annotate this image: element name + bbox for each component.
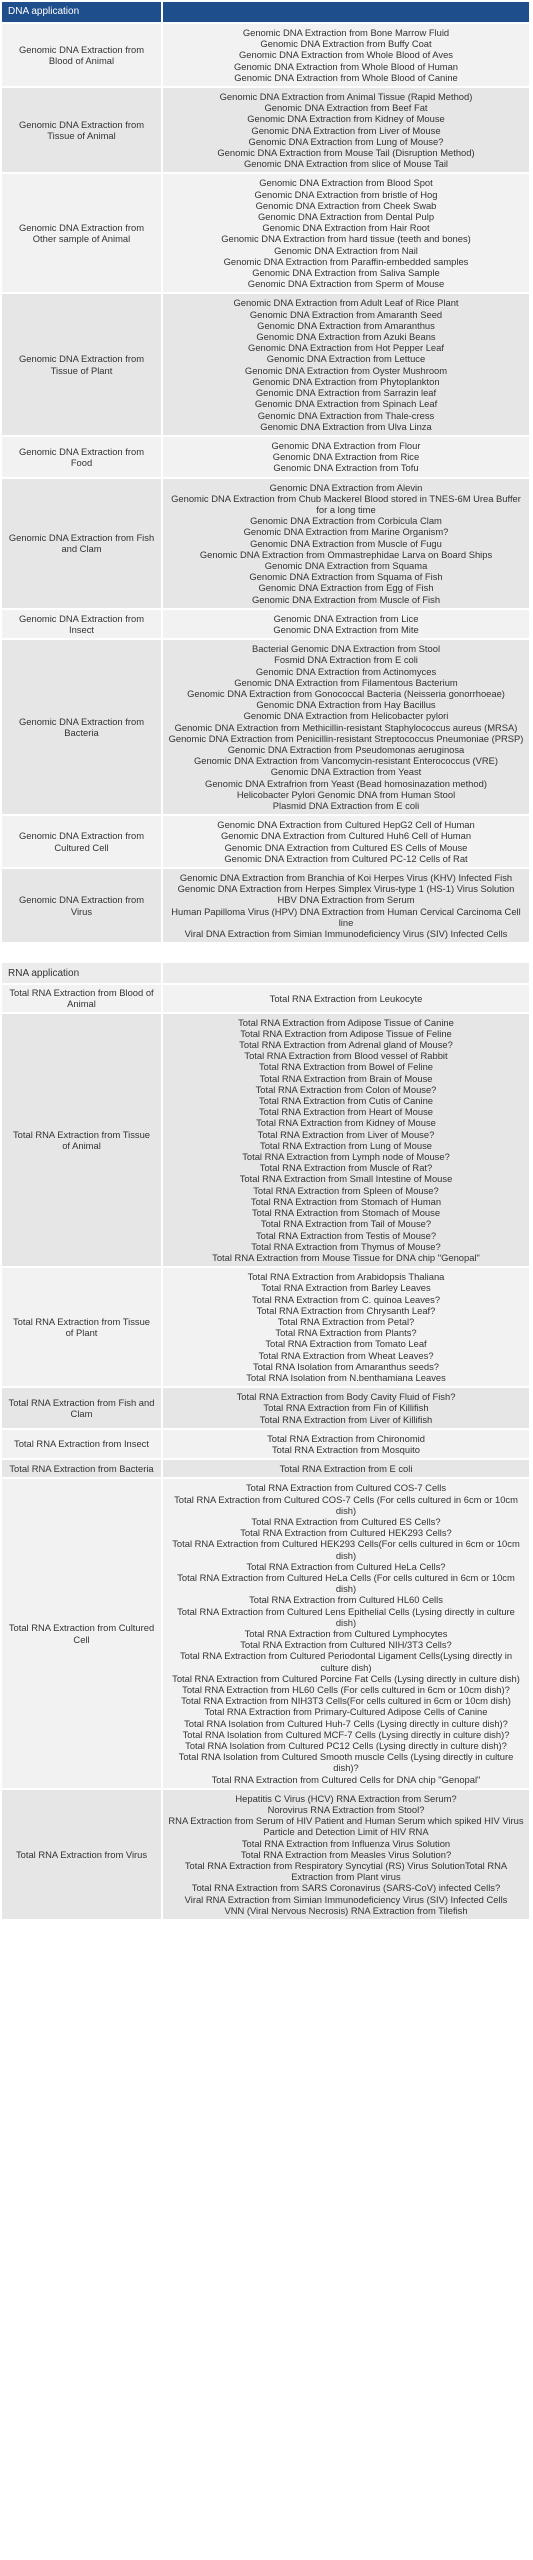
dna-application-link[interactable]: Genomic DNA Extraction from Thale-cress [257,409,435,421]
dna-application-link[interactable]: Genomic DNA Extraction from Sarrazin leaf [255,387,437,399]
dna-application-link[interactable]: Genomic DNA Extraction from Muscle of Fish [251,593,441,605]
rna-application-link[interactable]: Total RNA Extraction from Fin of Killifish [263,1402,429,1414]
dna-application-link[interactable]: Genomic DNA Extraction from Herpes Simplex Virus-type 1 (HS-1) Virus Solution [177,883,515,895]
rna-application-link[interactable]: Total RNA Extraction from C. quinoa Leaves? [251,1293,441,1305]
dna-table-header [2,2,531,24]
dna-application-link[interactable]: Genomic DNA Extraction from Gonococcal Bacteria (Neisseria gonorrhoeae) [187,687,505,699]
table-row [2,1790,531,1921]
dna-application-link[interactable]: Genomic DNA Extraction from Nail [274,244,418,256]
dna-application-link[interactable]: Genomic DNA Extraction from Methicillin-resistant Staphylococcus aureus (MRSA) [174,721,518,733]
rna-application-link[interactable]: Total RNA Extraction from Brain of Mouse [259,1072,433,1084]
category-cell: Genomic DNA Extraction from Tissue of Plant [2,294,163,436]
dna-application-link[interactable]: Genomic DNA Extraction from Bone Marrow Fluid [242,27,450,38]
dna-application-link[interactable]: Genomic DNA Extraction from Spinach Leaf [254,398,438,410]
dna-application-link[interactable]: Genomic DNA Extraction from hard tissue (teeth and bones) [221,233,471,245]
dna-application-link[interactable]: Genomic DNA Extraction from Mouse Tail (Disruption Method) [217,147,475,159]
rna-application-link[interactable]: Total RNA Extraction from Cultured HEK293 Cells(For cells cultured in 6cm or 10cm dish) [172,1538,520,1561]
category-cell: Genomic DNA Extraction from Cultured Cell [2,816,163,869]
dna-application-link[interactable]: Genomic DNA Extraction from Marine Organism? [243,526,449,538]
items-cell [163,816,531,869]
items-cell [163,437,531,479]
rna-application-link[interactable]: Total RNA Extraction from Cultured Periodontal Ligament Cells(Lysing directly in culture dish) [179,1650,513,1673]
category-cell: Total RNA Extraction from Fish and Clam [2,1388,163,1430]
table-row [2,1430,531,1460]
dna-header-blank [163,2,531,24]
rna-application-link[interactable]: Total RNA Extraction from Wheat Leaves? [258,1349,434,1361]
dna-application-link[interactable]: Genomic DNA Extraction from Filamentous Bacterium [234,676,458,688]
rna-application-link[interactable]: Total RNA Extraction from Tomato Leaf [265,1338,427,1350]
dna-application-link[interactable]: Genomic DNA Extraction from slice of Mouse Tail [243,158,449,170]
category-cell: Total RNA Extraction from Virus [2,1790,163,1921]
rna-application-link[interactable]: Total RNA Extraction from Small Intestine of Mouse [239,1173,453,1185]
rna-application-link[interactable]: Total RNA Extraction from Cultured COS-7 Cells [245,1482,447,1494]
items-cell [163,24,531,88]
rna-application-link[interactable]: Total RNA Extraction from Cultured COS-7 Cells (For cells cultured in 6cm or 10cm dish) [174,1493,518,1516]
dna-application-link[interactable]: Genomic DNA Extraction from Lung of Mouse? [248,135,444,147]
rna-application-link[interactable]: Total RNA Extraction from Adipose Tissue of Feline [240,1027,452,1039]
dna-application-link[interactable]: Genomic DNA Extrafrion from Yeast (Bead homosinazation method) [205,777,487,789]
rna-application-link[interactable]: Total RNA Extraction from Liver of Killifish [259,1413,433,1425]
table-row [2,24,531,88]
rna-application-link[interactable]: Total RNA Extraction from Stomach of Human [250,1195,442,1207]
rna-application-link[interactable]: Total RNA Extraction from Chrysanth Leaf? [256,1304,436,1316]
dna-application-link[interactable]: Genomic DNA Extraction from Beef Fat [264,102,428,114]
table-row [2,816,531,869]
category-cell: Genomic DNA Extraction from Fish and Clam [2,479,163,610]
table-row [2,294,531,436]
rna-application-link[interactable]: Total RNA Isolation from Cultured Huh-7 Cells (Lysing directly in culture dish)? [184,1717,508,1729]
rna-application-link[interactable]: Total RNA Isolation from Cultured Smooth muscle Cells (Lysing directly in culture dish)? [178,1751,514,1774]
rna-application-link[interactable]: Total RNA Extraction from Respiratory Syncytial (RS) Virus SolutionTotal RNA Extraction from Plant virus [184,1860,508,1883]
category-cell: Genomic DNA Extraction from Food [2,437,163,479]
dna-application-link[interactable]: Genomic DNA Extraction from Whole Blood of Canine [234,71,458,83]
category-cell: Total RNA Extraction from Blood of Animal [2,985,163,1013]
dna-application-link[interactable]: Genomic DNA Extraction from Rice [272,451,420,463]
rna-application-link[interactable]: Total RNA Extraction from Petal? [277,1315,415,1327]
dna-application-link[interactable]: Genomic DNA Extraction from Amaranth Seed [249,308,443,320]
items-cell [163,1790,531,1921]
category-cell: Total RNA Extraction from Tissue of Plant [2,1268,163,1388]
rna-application-link[interactable]: Total RNA Extraction from Thymus of Mouse? [251,1240,441,1252]
dna-application-link[interactable]: Genomic DNA Extraction from Ommastrephidae Larva on Board Ships [199,548,493,560]
dna-application-link[interactable]: Genomic DNA Extraction from Oyster Mushroom [244,364,448,376]
rna-application-link[interactable]: RNA Extraction from Serum of HIV Patient and Human Serum which spiked HIV Virus Particle and Detection Limit of HIV RNA [168,1815,524,1838]
rna-application-table [2,963,531,1921]
rna-application-link[interactable]: Total RNA Isolation from Cultured PC12 Cells (Lysing directly in culture dish)? [185,1740,507,1752]
rna-application-link[interactable]: Total RNA Extraction from Lung of Mouse [260,1139,432,1151]
items-cell [163,640,531,816]
rna-application-link[interactable]: VNN (Viral Nervous Necrosis) RNA Extraction from Tilefish [224,1904,468,1916]
dna-application-link[interactable]: Fosmid DNA Extraction from E coli [274,654,418,666]
rna-header-label: RNA application [2,963,163,985]
table-row [2,1388,531,1430]
dna-application-link[interactable]: Genomic DNA Extraction from Actinomyces [255,665,437,677]
category-cell: Total RNA Extraction from Cultured Cell [2,1479,163,1789]
rna-application-link[interactable]: Total RNA Extraction from Lymph node of Mouse? [242,1151,450,1163]
dna-application-link[interactable]: Genomic DNA Extraction from Cultured ES Cells of Mouse [224,841,468,853]
dna-application-link[interactable]: Genomic DNA Extraction from Hot Pepper Leaf [248,342,444,354]
rna-application-link[interactable]: Hepatitis C Virus (HCV) RNA Extraction from Serum? [235,1792,457,1804]
rna-application-link[interactable]: Total RNA Extraction from Measles Virus Solution? [240,1848,452,1860]
rna-application-link[interactable]: Total RNA Extraction from Cultured NIH/3T3 Cells? [240,1639,452,1651]
dna-application-link[interactable]: Genomic DNA Extraction from Tofu [273,462,419,474]
rna-application-link[interactable]: Total RNA Extraction from HL60 Cells (For cells cultured in 6cm or 10cm dish)? [182,1684,510,1696]
items-cell [163,869,531,944]
dna-application-link[interactable]: Genomic DNA Extraction from Animal Tissue (Rapid Method) [219,91,473,103]
dna-application-link[interactable]: Genomic DNA Extraction from Paraffin-embedded samples [223,255,469,267]
rna-application-link[interactable]: Total RNA Extraction from Cultured HeLa Cells (For cells cultured in 6cm or 10cm dish) [177,1571,515,1595]
rna-table-body [2,985,531,1921]
dna-application-link[interactable]: Genomic DNA Extraction from Cultured PC-12 Cells of Rat [224,852,468,864]
dna-application-link[interactable]: Genomic DNA Extraction from Blood Spot [259,177,433,189]
items-cell [163,88,531,174]
dna-application-link[interactable]: Genomic DNA Extraction from Cultured Huh6 Cell of Human [220,830,472,842]
rna-application-link[interactable]: Total RNA Extraction from Cultured ES Cells? [251,1515,441,1527]
dna-application-link[interactable]: Bacterial Genomic DNA Extraction from Stool [251,643,441,655]
dna-application-link[interactable]: Genomic DNA Extraction from Kidney of Mouse [247,113,445,125]
rna-application-link[interactable]: Total RNA Extraction from Arabidopsis Thaliana [247,1271,445,1283]
items-cell [163,1479,531,1789]
rna-application-link[interactable]: Total RNA Extraction from Cultured Cells for DNA chip "Genopal" [211,1773,481,1785]
dna-application-link[interactable]: Genomic DNA Extraction from Squama [264,559,428,571]
dna-application-link[interactable]: Helicobacter Pylori Genomic DNA from Human Stool [236,788,456,800]
items-cell [163,985,531,1013]
rna-application-link[interactable]: Total RNA Extraction from Mouse Tissue for DNA chip "Genopal" [212,1251,480,1263]
dna-application-link[interactable]: Genomic DNA Extraction from Whole Blood of Human [233,60,459,72]
items-cell [163,174,531,294]
dna-application-link[interactable]: Genomic DNA Extraction from Cultured HepG2 Cell of Human [217,819,475,831]
dna-table-body [2,24,531,944]
table-row [2,985,531,1013]
dna-application-link[interactable]: Genomic DNA Extraction from Adult Leaf of Rice Plant [233,297,459,309]
items-cell [163,1460,531,1479]
dna-application-link[interactable]: Genomic DNA Extraction from Squama of Fish [249,571,443,583]
rna-application-link[interactable]: Total RNA Extraction from E coli [279,1463,413,1475]
rna-application-link[interactable]: Total RNA Extraction from Mosquito [272,1443,420,1455]
table-row [2,1460,531,1479]
dna-application-link[interactable]: Genomic DNA Extraction from Phytoplankton [252,375,440,387]
dna-application-link[interactable]: Genomic DNA Extraction from Branchia of Koi Herpes Virus (KHV) Infected Fish [179,872,513,884]
dna-application-link[interactable]: Genomic DNA Extraction from Azuki Beans [256,331,436,343]
dna-application-link[interactable]: Genomic DNA Extraction from Saliva Sample [252,267,440,279]
rna-application-link[interactable]: Total RNA Extraction from Blood vessel of Rabbit [244,1050,448,1062]
rna-application-link[interactable]: Total RNA Extraction from Bowel of Feline [258,1061,434,1073]
dna-application-link[interactable]: Genomic DNA Extraction from Pseudomonas aeruginosa [227,743,465,755]
rna-application-link[interactable]: Total RNA Extraction from Stomach of Mouse [251,1207,441,1219]
items-cell [163,1014,531,1268]
dna-application-link[interactable]: Genomic DNA Extraction from Buffy Coat [260,38,432,50]
rna-application-link[interactable]: Total RNA Extraction from Body Cavity Fluid of Fish? [236,1391,456,1403]
dna-application-link[interactable]: Genomic DNA Extraction from Corbicula Clam [250,515,442,527]
rna-application-link[interactable]: Total RNA Extraction from Influenza Virus Solution [241,1837,451,1849]
table-row [2,479,531,610]
rna-application-link[interactable]: Total RNA Extraction from Cultured Lens Epithelial Cells (Lysing directly in culture dish) [177,1605,515,1628]
rna-application-link[interactable]: Total RNA Extraction from Cultured HEK293 Cells? [240,1527,452,1539]
rna-application-link[interactable]: Total RNA Extraction from SARS Coronavirus (SARS-CoV) infected Cells? [191,1882,501,1894]
category-cell: Genomic DNA Extraction from Virus [2,869,163,944]
rna-application-link[interactable]: Total RNA Extraction from Kidney of Mouse [256,1117,436,1129]
dna-application-link[interactable]: Genomic DNA Extraction from Lice [273,612,419,624]
rna-application-link[interactable]: Total RNA Extraction from Tail of Mouse? [260,1218,432,1230]
dna-application-link[interactable]: Human Papilloma Virus (HPV) DNA Extraction from Human Cervical Carcinoma Cell line [171,905,521,928]
category-cell: Genomic DNA Extraction from Blood of Animal [2,24,163,88]
rna-application-link[interactable]: Total RNA Extraction from NIH3T3 Cells(For cells cultured in 6cm or 10cm dish) [181,1695,511,1707]
table-row [2,1479,531,1789]
dna-application-link[interactable]: Genomic DNA Extraction from Mite [273,623,419,635]
dna-application-link[interactable]: Genomic DNA Extraction from Hair Root [262,222,430,234]
items-cell [163,610,531,640]
rna-application-link[interactable]: Total RNA Isolation from N.benthamiana Leaves [246,1371,446,1383]
category-cell: Total RNA Extraction from Bacteria [2,1460,163,1479]
dna-application-link[interactable]: Genomic DNA Extraction from Ulva Linza [260,420,432,432]
dna-application-link[interactable]: Plasmid DNA Extraction from E coli [272,800,420,811]
table-row [2,174,531,294]
rna-application-link[interactable]: Total RNA Extraction from Adipose Tissue of Canine [238,1016,454,1028]
rna-application-link[interactable]: Total RNA Extraction from Testis of Mouse? [255,1229,437,1241]
dna-header-label: DNA application [2,2,163,24]
dna-application-link[interactable]: Genomic DNA Extraction from Yeast [270,766,422,778]
category-cell: Genomic DNA Extraction from Other sample of Animal [2,174,163,294]
rna-application-link[interactable]: Total RNA Extraction from Muscle of Rat? [259,1162,433,1174]
rna-application-link[interactable]: Total RNA Extraction from Primary-Cultured Adipose Cells of Canine [204,1706,488,1718]
rna-application-link[interactable]: Total RNA Isolation from Amaranthus seeds? [252,1360,440,1372]
dna-application-link[interactable]: Genomic DNA Extraction from Chub Mackerel Blood stored in TNES-6M Urea Buffer for a long time [171,492,521,515]
dna-application-link[interactable]: Genomic DNA Extraction from Dental Pulp [257,211,435,223]
table-row [2,1268,531,1388]
rna-application-link[interactable]: Total RNA Extraction from Adrenal gland of Mouse? [239,1039,453,1051]
rna-application-link[interactable]: Total RNA Extraction from Plants? [275,1327,417,1339]
dna-application-link[interactable]: Genomic DNA Extraction from Cheek Swab [255,199,437,211]
items-cell [163,1268,531,1388]
rna-application-link[interactable]: Total RNA Isolation from Cultured MCF-7 Cells (Lysing directly in culture dish)? [182,1728,510,1740]
rna-application-link[interactable]: Total RNA Extraction from Heart of Mouse [258,1106,434,1118]
rna-application-link[interactable]: Norovirus RNA Extraction from Stool? [267,1804,425,1816]
dna-application-link[interactable]: Genomic DNA Extraction from Hay Bacillus [256,699,436,711]
rna-application-link[interactable]: Viral RNA Extraction from Simian Immunodeficiency Virus (SIV) Infected Cells [184,1893,508,1905]
rna-application-link[interactable]: Total RNA Extraction from Cultured Lymphocytes [244,1628,448,1639]
dna-application-link[interactable]: Genomic DNA Extraction from Muscle of Fugu [250,537,442,549]
table-row [2,640,531,816]
table-row [2,610,531,640]
category-cell: Total RNA Extraction from Tissue of Animal [2,1014,163,1268]
section-gap [2,944,531,963]
dna-application-link[interactable]: Genomic DNA Extraction from Helicobacter pylori [243,710,449,722]
items-cell [163,479,531,610]
dna-application-link[interactable]: Genomic DNA Extraction from bristle of Hog [254,188,438,200]
dna-application-link[interactable]: Genomic DNA Extraction from Flour [271,439,421,451]
dna-application-link[interactable]: Genomic DNA Extraction from Sperm of Mouse [247,278,445,290]
dna-application-link[interactable]: Viral DNA Extraction from Simian Immunodeficiency Virus (SIV) Infected Cells [184,928,508,940]
rna-application-link[interactable]: Total RNA Extraction from Cultured HeLa Cells? [246,1560,446,1572]
table-row [2,88,531,174]
rna-application-link[interactable]: Total RNA Extraction from Leukocyte [269,992,423,1004]
dna-application-link[interactable]: Genomic DNA Extraction from Penicillin-resistant Streptococcus Pneumoniae (PRSP) [168,732,524,744]
category-cell: Genomic DNA Extraction from Tissue of Animal [2,88,163,174]
dna-application-link[interactable]: Genomic DNA Extraction from Whole Blood of Aves [239,49,453,61]
rna-table-header [2,963,531,985]
rna-application-link[interactable]: Total RNA Extraction from Barley Leaves [261,1282,431,1294]
rna-application-link[interactable]: Total RNA Extraction from Cultured Porcine Fat Cells (Lysing directly in culture dish) [172,1672,520,1684]
rna-application-link[interactable]: Total RNA Extraction from Cutis of Canine [258,1095,434,1107]
rna-application-link[interactable]: Total RNA Extraction from Cultured HL60 Cells [249,1594,443,1606]
dna-application-link[interactable]: HBV DNA Extraction from Serum [277,894,415,906]
dna-application-link[interactable]: Genomic DNA Extraction from Egg of Fish [258,582,434,594]
rna-application-link[interactable]: Total RNA Extraction from Liver of Mouse? [257,1128,435,1140]
rna-application-link[interactable]: Total RNA Extraction from Spleen of Mouse? [253,1184,439,1196]
category-cell: Total RNA Extraction from Insect [2,1430,163,1460]
table-row [2,869,531,944]
dna-application-link[interactable]: Genomic DNA Extraction from Vancomycin-resistant Enterococcus (VRE) [193,755,499,767]
rna-application-link[interactable]: Total RNA Extraction from Chironomid [267,1432,425,1444]
dna-application-link[interactable]: Genomic DNA Extraction from Amaranthus [257,319,435,331]
items-cell [163,1388,531,1430]
dna-application-link[interactable]: Genomic DNA Extraction from Alevin [269,481,423,493]
rna-application-link[interactable]: Total RNA Extraction from Colon of Mouse? [255,1083,437,1095]
table-row [2,437,531,479]
category-cell: Genomic DNA Extraction from Insect [2,610,163,640]
rna-header-blank [163,963,531,985]
items-cell [163,294,531,436]
table-row [2,1014,531,1268]
dna-application-table [2,2,531,944]
items-cell [163,1430,531,1460]
dna-application-link[interactable]: Genomic DNA Extraction from Liver of Mouse [251,124,441,136]
category-cell: Genomic DNA Extraction from Bacteria [2,640,163,816]
dna-application-link[interactable]: Genomic DNA Extraction from Lettuce [266,353,426,365]
